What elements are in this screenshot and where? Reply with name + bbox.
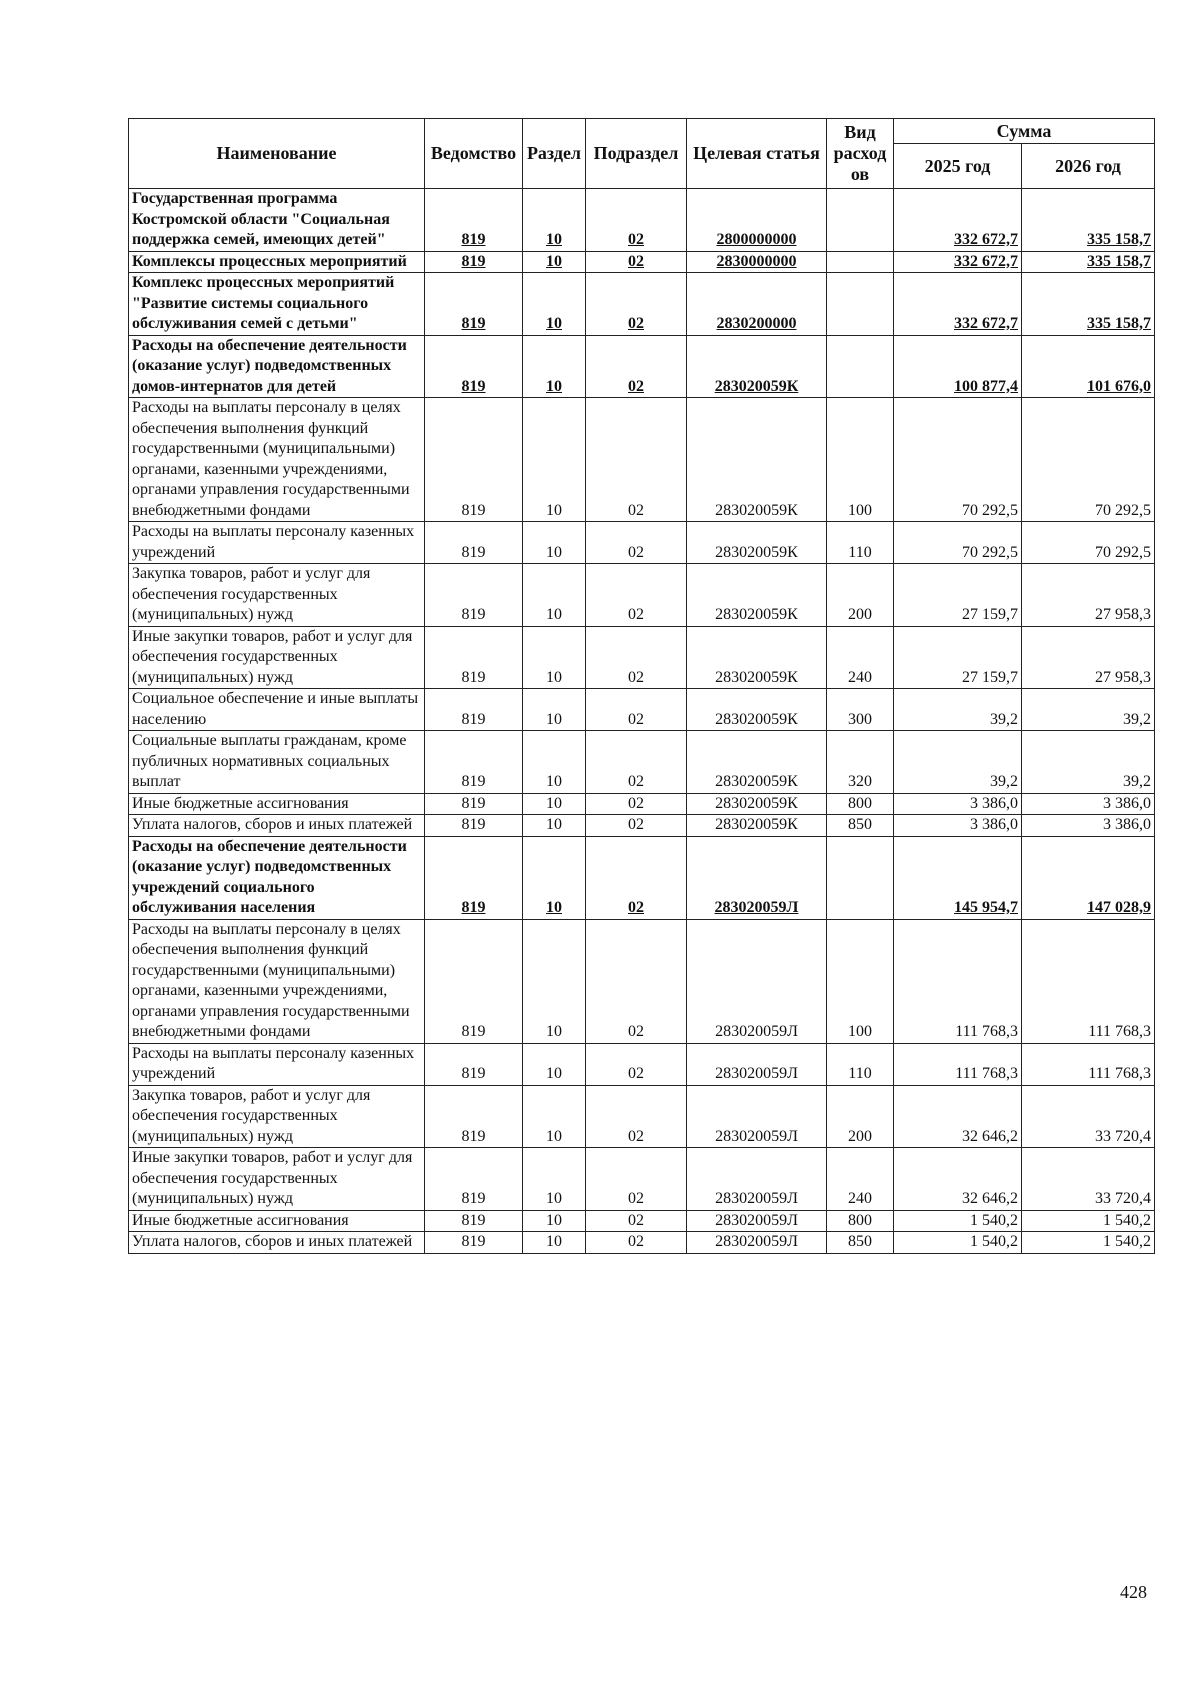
cell-section: 10 bbox=[523, 815, 586, 837]
cell-name: Расходы на обеспечение деятельности (оказание услуг) подведомственных домов-интернатов для детей bbox=[129, 335, 425, 398]
cell-name: Комплекс процессных мероприятий "Развитие системы социального обслуживания семей с детьми" bbox=[129, 273, 425, 336]
budget-table bbox=[128, 118, 1155, 1254]
cell-subsection: 02 bbox=[586, 815, 687, 837]
page-number: 428 bbox=[1120, 1582, 1147, 1602]
cell-name: Закупка товаров, работ и услуг для обеспечения государственных (муниципальных) нужд bbox=[129, 564, 425, 627]
cell-name: Уплата налогов, сборов и иных платежей bbox=[129, 815, 425, 837]
table-row bbox=[129, 731, 1155, 794]
cell-section: 10 bbox=[523, 919, 586, 1043]
cell-2025: 27 159,7 bbox=[894, 564, 1022, 627]
table-row bbox=[129, 793, 1155, 815]
cell-2026: 147 028,9 bbox=[1022, 836, 1155, 919]
cell-name: Расходы на выплаты персоналу в целях обеспечения выполнения функций государственными (муниципальными) органами, казенными учреждениями, органами управления государственными внебюджетными фондами bbox=[129, 398, 425, 522]
cell-dept: 819 bbox=[425, 1210, 523, 1232]
cell-target: 283020059Л bbox=[687, 1232, 827, 1254]
cell-2025: 145 954,7 bbox=[894, 836, 1022, 919]
cell-2026: 70 292,5 bbox=[1022, 398, 1155, 522]
cell-2026: 33 720,4 bbox=[1022, 1085, 1155, 1148]
cell-subsection: 02 bbox=[586, 398, 687, 522]
cell-kind: 200 bbox=[827, 1085, 894, 1148]
cell-target: 283020059К bbox=[687, 398, 827, 522]
cell-dept: 819 bbox=[425, 398, 523, 522]
cell-section: 10 bbox=[523, 1043, 586, 1085]
table-row bbox=[129, 251, 1155, 273]
cell-2025: 70 292,5 bbox=[894, 522, 1022, 564]
cell-kind bbox=[827, 273, 894, 336]
table-row bbox=[129, 335, 1155, 398]
cell-subsection: 02 bbox=[586, 522, 687, 564]
cell-2026: 3 386,0 bbox=[1022, 815, 1155, 837]
cell-target: 2800000000 bbox=[687, 189, 827, 252]
cell-target: 283020059К bbox=[687, 689, 827, 731]
cell-target: 283020059Л bbox=[687, 919, 827, 1043]
cell-kind bbox=[827, 335, 894, 398]
cell-kind: 850 bbox=[827, 815, 894, 837]
cell-section: 10 bbox=[523, 793, 586, 815]
table-row bbox=[129, 1232, 1155, 1254]
cell-2026: 101 676,0 bbox=[1022, 335, 1155, 398]
cell-2025: 32 646,2 bbox=[894, 1085, 1022, 1148]
cell-subsection: 02 bbox=[586, 919, 687, 1043]
cell-2026: 335 158,7 bbox=[1022, 189, 1155, 252]
cell-2025: 332 672,7 bbox=[894, 251, 1022, 273]
table-row bbox=[129, 1043, 1155, 1085]
cell-2025: 3 386,0 bbox=[894, 815, 1022, 837]
cell-dept: 819 bbox=[425, 1043, 523, 1085]
table-row bbox=[129, 564, 1155, 627]
cell-dept: 819 bbox=[425, 836, 523, 919]
table-row bbox=[129, 815, 1155, 837]
cell-subsection: 02 bbox=[586, 1148, 687, 1211]
cell-section: 10 bbox=[523, 689, 586, 731]
cell-name: Социальное обеспечение и иные выплаты населению bbox=[129, 689, 425, 731]
cell-target: 2830200000 bbox=[687, 273, 827, 336]
cell-dept: 819 bbox=[425, 1232, 523, 1254]
table-row bbox=[129, 689, 1155, 731]
table-row bbox=[129, 1210, 1155, 1232]
cell-dept: 819 bbox=[425, 335, 523, 398]
cell-dept: 819 bbox=[425, 251, 523, 273]
cell-section: 10 bbox=[523, 335, 586, 398]
cell-dept: 819 bbox=[425, 793, 523, 815]
col-header-dept: Ведомство bbox=[425, 119, 523, 189]
cell-target: 283020059К bbox=[687, 522, 827, 564]
table-row bbox=[129, 1085, 1155, 1148]
cell-2025: 27 159,7 bbox=[894, 626, 1022, 689]
table-row bbox=[129, 626, 1155, 689]
cell-section: 10 bbox=[523, 273, 586, 336]
cell-name: Иные закупки товаров, работ и услуг для обеспечения государственных (муниципальных) нужд bbox=[129, 1148, 425, 1211]
cell-section: 10 bbox=[523, 522, 586, 564]
cell-2026: 335 158,7 bbox=[1022, 273, 1155, 336]
cell-name: Государственная программа Костромской области "Социальная поддержка семей, имеющих детей" bbox=[129, 189, 425, 252]
cell-section: 10 bbox=[523, 564, 586, 627]
cell-subsection: 02 bbox=[586, 189, 687, 252]
cell-dept: 819 bbox=[425, 564, 523, 627]
cell-2025: 332 672,7 bbox=[894, 189, 1022, 252]
table-row bbox=[129, 1148, 1155, 1211]
col-header-section: Раздел bbox=[523, 119, 586, 189]
cell-2026: 3 386,0 bbox=[1022, 793, 1155, 815]
cell-section: 10 bbox=[523, 836, 586, 919]
cell-2025: 3 386,0 bbox=[894, 793, 1022, 815]
cell-2025: 100 877,4 bbox=[894, 335, 1022, 398]
cell-dept: 819 bbox=[425, 731, 523, 794]
cell-kind: 240 bbox=[827, 626, 894, 689]
cell-section: 10 bbox=[523, 251, 586, 273]
col-header-subsection: Подраздел bbox=[586, 119, 687, 189]
cell-2025: 111 768,3 bbox=[894, 1043, 1022, 1085]
cell-subsection: 02 bbox=[586, 836, 687, 919]
cell-dept: 819 bbox=[425, 919, 523, 1043]
cell-section: 10 bbox=[523, 626, 586, 689]
cell-kind: 240 bbox=[827, 1148, 894, 1211]
cell-target: 283020059К bbox=[687, 793, 827, 815]
cell-kind: 200 bbox=[827, 564, 894, 627]
cell-subsection: 02 bbox=[586, 1043, 687, 1085]
cell-target: 283020059Л bbox=[687, 836, 827, 919]
cell-2025: 39,2 bbox=[894, 731, 1022, 794]
cell-section: 10 bbox=[523, 1232, 586, 1254]
cell-dept: 819 bbox=[425, 626, 523, 689]
cell-dept: 819 bbox=[425, 1148, 523, 1211]
cell-name: Расходы на выплаты персоналу в целях обеспечения выполнения функций государственными (муниципальными) органами, казенными учреждениями, органами управления государственными внебюджетными фондами bbox=[129, 919, 425, 1043]
cell-kind: 320 bbox=[827, 731, 894, 794]
cell-target: 283020059К bbox=[687, 335, 827, 398]
cell-subsection: 02 bbox=[586, 273, 687, 336]
cell-dept: 819 bbox=[425, 273, 523, 336]
cell-2025: 1 540,2 bbox=[894, 1210, 1022, 1232]
cell-dept: 819 bbox=[425, 522, 523, 564]
cell-subsection: 02 bbox=[586, 793, 687, 815]
cell-target: 2830000000 bbox=[687, 251, 827, 273]
col-header-sum: Сумма bbox=[894, 119, 1155, 144]
table-row bbox=[129, 189, 1155, 252]
cell-target: 283020059К bbox=[687, 626, 827, 689]
col-header-kind: Вид расход ов bbox=[827, 119, 894, 189]
cell-target: 283020059К bbox=[687, 564, 827, 627]
cell-target: 283020059К bbox=[687, 815, 827, 837]
cell-section: 10 bbox=[523, 1148, 586, 1211]
cell-name: Закупка товаров, работ и услуг для обеспечения государственных (муниципальных) нужд bbox=[129, 1085, 425, 1148]
cell-2025: 332 672,7 bbox=[894, 273, 1022, 336]
cell-kind bbox=[827, 836, 894, 919]
cell-2026: 39,2 bbox=[1022, 731, 1155, 794]
cell-kind: 100 bbox=[827, 919, 894, 1043]
table-row bbox=[129, 273, 1155, 336]
cell-section: 10 bbox=[523, 1085, 586, 1148]
col-header-target: Целевая статья bbox=[687, 119, 827, 189]
cell-2025: 70 292,5 bbox=[894, 398, 1022, 522]
table-row bbox=[129, 522, 1155, 564]
cell-2025: 1 540,2 bbox=[894, 1232, 1022, 1254]
cell-2025: 32 646,2 bbox=[894, 1148, 1022, 1211]
cell-kind: 100 bbox=[827, 398, 894, 522]
cell-section: 10 bbox=[523, 398, 586, 522]
cell-target: 283020059Л bbox=[687, 1085, 827, 1148]
cell-subsection: 02 bbox=[586, 731, 687, 794]
cell-dept: 819 bbox=[425, 815, 523, 837]
cell-section: 10 bbox=[523, 731, 586, 794]
cell-name: Комплексы процессных мероприятий bbox=[129, 251, 425, 273]
cell-kind: 800 bbox=[827, 1210, 894, 1232]
cell-2026: 33 720,4 bbox=[1022, 1148, 1155, 1211]
cell-kind: 800 bbox=[827, 793, 894, 815]
cell-2026: 111 768,3 bbox=[1022, 919, 1155, 1043]
table-row bbox=[129, 836, 1155, 919]
cell-kind: 300 bbox=[827, 689, 894, 731]
cell-dept: 819 bbox=[425, 1085, 523, 1148]
cell-section: 10 bbox=[523, 189, 586, 252]
cell-section: 10 bbox=[523, 1210, 586, 1232]
cell-dept: 819 bbox=[425, 689, 523, 731]
cell-subsection: 02 bbox=[586, 564, 687, 627]
cell-name: Иные бюджетные ассигнования bbox=[129, 1210, 425, 1232]
cell-name: Социальные выплаты гражданам, кроме публичных нормативных социальных выплат bbox=[129, 731, 425, 794]
table-row bbox=[129, 398, 1155, 522]
cell-name: Расходы на выплаты персоналу казенных учреждений bbox=[129, 1043, 425, 1085]
cell-subsection: 02 bbox=[586, 335, 687, 398]
cell-kind: 110 bbox=[827, 1043, 894, 1085]
table-row bbox=[129, 919, 1155, 1043]
cell-subsection: 02 bbox=[586, 626, 687, 689]
cell-subsection: 02 bbox=[586, 1232, 687, 1254]
table-body bbox=[129, 189, 1155, 1254]
cell-subsection: 02 bbox=[586, 251, 687, 273]
cell-target: 283020059Л bbox=[687, 1210, 827, 1232]
cell-subsection: 02 bbox=[586, 689, 687, 731]
cell-target: 283020059Л bbox=[687, 1043, 827, 1085]
cell-2026: 335 158,7 bbox=[1022, 251, 1155, 273]
col-header-name: Наименование bbox=[129, 119, 425, 189]
cell-kind bbox=[827, 189, 894, 252]
cell-2026: 1 540,2 bbox=[1022, 1232, 1155, 1254]
cell-2026: 39,2 bbox=[1022, 689, 1155, 731]
cell-target: 283020059Л bbox=[687, 1148, 827, 1211]
cell-name: Иные бюджетные ассигнования bbox=[129, 793, 425, 815]
col-header-2026: 2026 год bbox=[1022, 144, 1155, 189]
cell-target: 283020059К bbox=[687, 731, 827, 794]
cell-dept: 819 bbox=[425, 189, 523, 252]
cell-2026: 27 958,3 bbox=[1022, 564, 1155, 627]
cell-name: Уплата налогов, сборов и иных платежей bbox=[129, 1232, 425, 1254]
cell-name: Иные закупки товаров, работ и услуг для обеспечения государственных (муниципальных) нужд bbox=[129, 626, 425, 689]
cell-name: Расходы на выплаты персоналу казенных учреждений bbox=[129, 522, 425, 564]
cell-kind: 850 bbox=[827, 1232, 894, 1254]
col-header-2025: 2025 год bbox=[894, 144, 1022, 189]
cell-2026: 70 292,5 bbox=[1022, 522, 1155, 564]
cell-2026: 27 958,3 bbox=[1022, 626, 1155, 689]
cell-2026: 1 540,2 bbox=[1022, 1210, 1155, 1232]
cell-2025: 111 768,3 bbox=[894, 919, 1022, 1043]
cell-2025: 39,2 bbox=[894, 689, 1022, 731]
cell-subsection: 02 bbox=[586, 1210, 687, 1232]
cell-kind bbox=[827, 251, 894, 273]
cell-kind: 110 bbox=[827, 522, 894, 564]
cell-name: Расходы на обеспечение деятельности (оказание услуг) подведомственных учреждений социального обслуживания населения bbox=[129, 836, 425, 919]
cell-subsection: 02 bbox=[586, 1085, 687, 1148]
cell-2026: 111 768,3 bbox=[1022, 1043, 1155, 1085]
